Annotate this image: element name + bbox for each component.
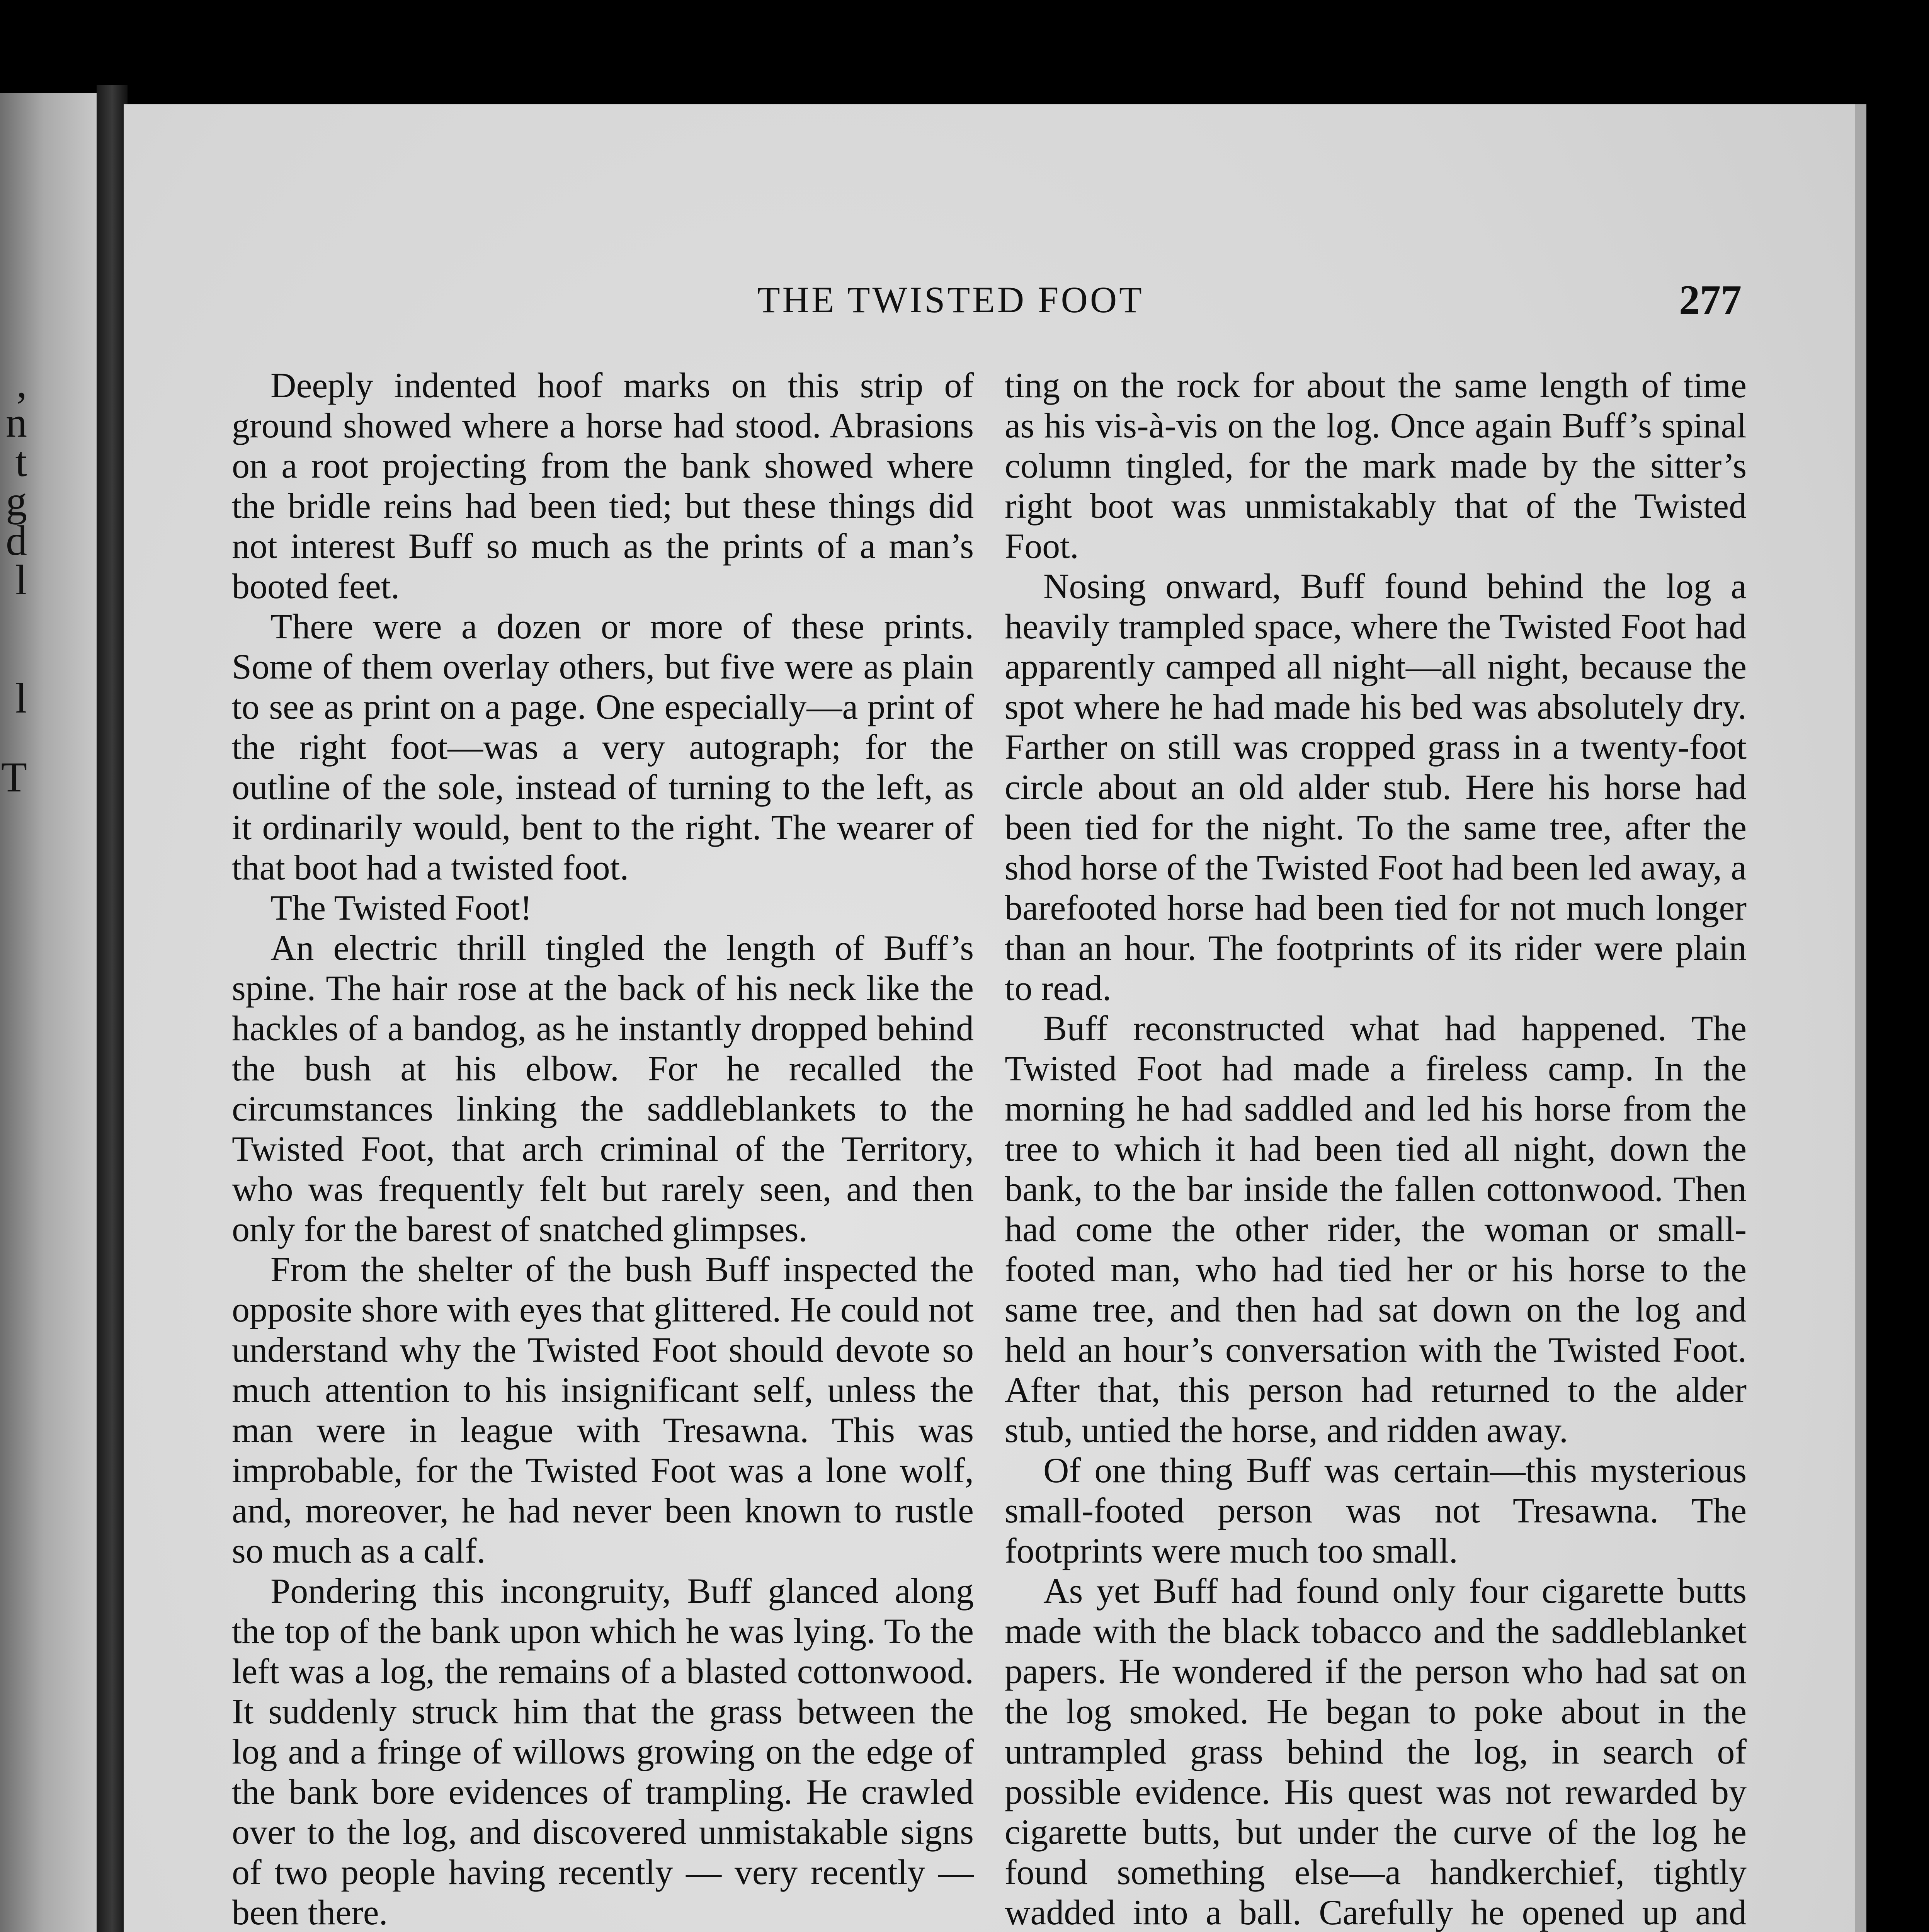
facing-page-text-fragment: , n t g d l l T: [1, 363, 27, 801]
text-column-left: [232, 365, 974, 1932]
paragraph: Nosing onward, Buff found behind the log a heavily trampled space, where the Twisted Foot had apparently camped all night—all night, because the spot where he had made his bed was absolutely dry. Farther on still was cropped grass in a twenty-foot circle about an old alder stub. Here his horse had been tied for the night. To the same tree, after the shod horse of the Twisted Foot had been led away, a barefooted horse had been tied for not much longer than an hour. The footprints of its rider were plain to read.: [1005, 566, 1747, 1008]
paragraph: An electric thrill tingled the length of Buff’s spine. The hair rose at the back of his neck like the hackles of a bandog, as he instantly dropped behind the bush at his elbow. For he recalled the circumstances linking the saddleblankets to the Twisted Foot, that arch criminal of the Territory, who was frequently felt but rarely seen, and then only for the barest of snatched glimpses.: [232, 928, 974, 1249]
text-column-right: [1005, 365, 1747, 1932]
book-gutter: [97, 85, 128, 1932]
paragraph: Deeply indented hoof marks on this strip of ground showed where a horse had stood. Abrasions on a root projecting from the bank showed where the bridle reins had been tied; but these things did not interest Buff so much as the prints of a man’s booted feet.: [232, 366, 974, 606]
page-number: 277: [1679, 277, 1742, 323]
paragraph: Of one thing Buff was certain—this mysterious small-footed person was not Tresawna. The footprints were much too small.: [1005, 1451, 1747, 1570]
paragraph: The Twisted Foot!: [270, 888, 532, 927]
paragraph: Pondering this incongruity, Buff glanced along the top of the bank upon which he was lying. To the left was a log, the remains of a blasted cottonwood. It suddenly struck him that the grass between the log and a fringe of willows growing on the edge of the bank bore evidences of trampling. He crawled over to the log, and discovered unmistakable signs of two people having recently — very recently — been there.: [232, 1571, 974, 1932]
page-edge-shadow: [1855, 104, 1866, 1932]
paragraph-continued: ting on the rock for about the same length of time as his vis-à-vis on the log. Once again Buff’s spinal column tingled, for the mark made by the sitter’s right boot was unmistakably that of the Twisted Foot.: [1005, 366, 1747, 566]
running-title: THE TWISTED FOOT: [757, 279, 1144, 320]
paragraph: From the shelter of the bush Buff inspected the opposite shore with eyes that glittered. He could not understand why the Twisted Foot should devote so much attention to his insignificant self, unless the man were in league with Tresawna. This was improbable, for the Twisted Foot was a lone wolf, and, moreover, he had never been known to rustle so much as a calf.: [232, 1250, 974, 1570]
facing-page-edge: [0, 93, 97, 1932]
paragraph: There were a dozen or more of these prints. Some of them overlay others, but five were as plain to see as print on a page. One especially—a print of the right foot—was a very autograph; for the outline of the sole, instead of turning to the left, as it ordinarily would, bent to the right. The wearer of that boot had a twisted foot.: [232, 607, 974, 887]
paragraph: Buff reconstructed what had happened. The Twisted Foot had made a fireless camp. In the morning he had saddled and led his horse from the tree to which it had been tied all night, down the bank, to the bar inside the fallen cottonwood. Then had come the other rider, the woman or small-footed man, who had tied her or his horse to the same tree, and then had sat down on the log and held an hour’s conversation with the Twisted Foot. After that, this person had returned to the alder stub, untied the horse, and ridden away.: [1005, 1009, 1747, 1450]
paragraph: As yet Buff had found only four cigarette butts made with the black tobacco and the saddleblanket papers. He wondered if the person who had sat on the log smoked. He began to poke about in the untrampled grass behind the log, in search of possible evidence. His quest was not rewarded by cigarette butts, but under the curve of the log he found something else—a handkerchief, tightly wadded into a ball. Carefully he opened up and: [1005, 1571, 1747, 1932]
